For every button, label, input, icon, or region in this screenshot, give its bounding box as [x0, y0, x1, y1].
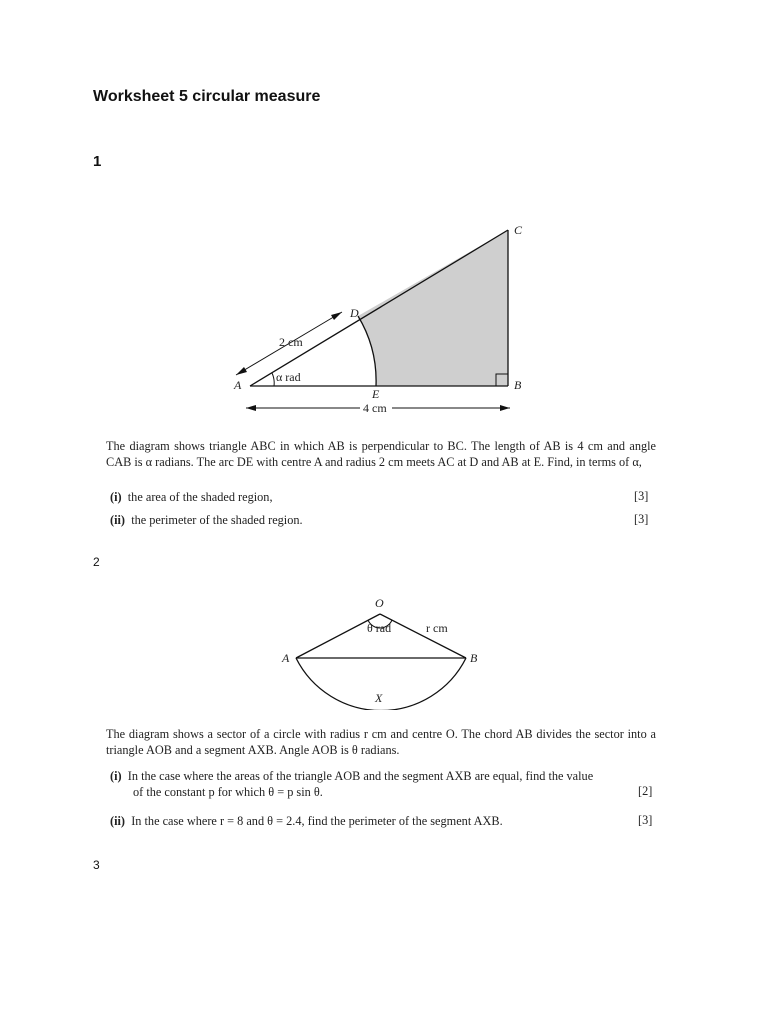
- question-number-1: 1: [93, 153, 102, 170]
- q1-part-ii-label: (ii): [110, 513, 126, 527]
- q1-part-ii-text: the perimeter of the shaded region.: [131, 513, 303, 527]
- q2-part-ii: [110, 813, 503, 829]
- shaded-region: [358, 230, 508, 386]
- q2-part-i-text-line1: In the case where the areas of the triangle AOB and the segment AXB are equal, find the value: [127, 769, 594, 783]
- q1-part-i-label: (i): [110, 490, 122, 504]
- q1-part-i-text: the area of the shaded region,: [127, 490, 273, 504]
- q1-part-ii: [110, 512, 303, 528]
- label-radius: 2 cm: [279, 335, 303, 349]
- base-arrow-right: [500, 405, 510, 411]
- question-number-3: 3: [93, 858, 100, 872]
- label-d: D: [350, 306, 359, 320]
- label-b2: B: [470, 651, 478, 665]
- label-b: B: [514, 378, 522, 392]
- radius-ob: [380, 614, 466, 658]
- label-c: C: [514, 223, 523, 237]
- q1-part-i-marks: [3]: [634, 489, 649, 503]
- question-1-text: The diagram shows triangle ABC in which AB is perpendicular to BC. The length of AB is 4 cm and angle CAB is α radians. The arc DE with centre A and radius 2 cm meets AC at D and AB at E. Find, in terms of α,: [106, 439, 656, 469]
- label-angle: α rad: [276, 370, 301, 384]
- q2-part-i: [110, 768, 593, 784]
- question-2-text: The diagram shows a sector of a circle with radius r cm and centre O. The chord AB divides the sector into a triangle AOB and a segment AXB. Angle AOB is θ radians.: [106, 727, 656, 757]
- q2-part-i-line2: of the constant p for which θ = p sin θ.: [133, 785, 323, 799]
- q1-part-i: [110, 489, 273, 505]
- radius-arrow-start: [236, 367, 247, 375]
- q2-part-i-label: (i): [110, 769, 122, 783]
- label-e: E: [372, 387, 380, 401]
- label-base: 4 cm: [363, 401, 387, 415]
- q2-part-ii-text: In the case where r = 8 and θ = 2.4, find the perimeter of the segment AXB.: [131, 814, 503, 828]
- q2-part-ii-marks: [3]: [638, 813, 653, 827]
- question-number-2: 2: [93, 555, 100, 569]
- q1-part-ii-marks: [3]: [634, 512, 649, 526]
- sector-diagram: [0, 590, 768, 710]
- label-theta: θ rad: [367, 621, 392, 635]
- label-o: O: [375, 596, 384, 610]
- angle-alpha-arc: [272, 373, 274, 386]
- q2-part-i-marks: [2]: [638, 784, 653, 798]
- q2-part-ii-label: (ii): [110, 814, 126, 828]
- worksheet-title: Worksheet 5 circular measure: [93, 88, 321, 105]
- label-a2: A: [282, 651, 290, 665]
- label-a: A: [234, 378, 242, 392]
- label-r: r cm: [426, 621, 448, 635]
- triangle-arc-diagram: [0, 215, 768, 420]
- radius-arrow-end: [331, 312, 342, 320]
- base-arrow-left: [246, 405, 256, 411]
- label-x: X: [375, 691, 383, 705]
